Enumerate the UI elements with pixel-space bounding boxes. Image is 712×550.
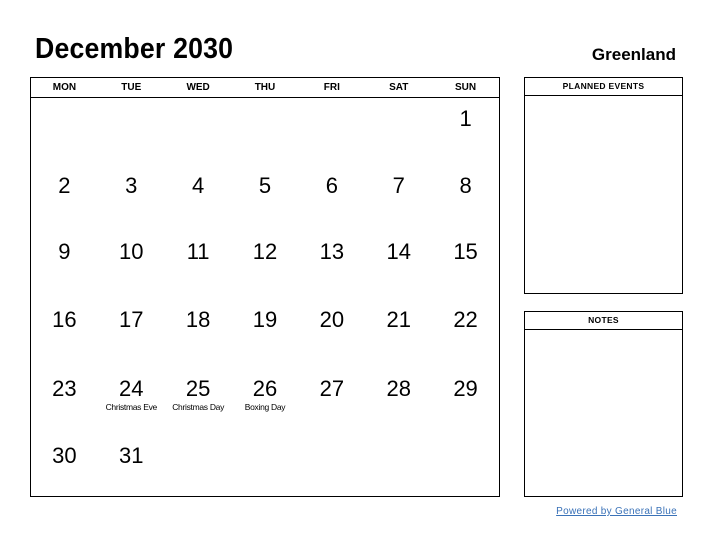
day-cell [298,165,365,231]
calendar-grid [30,77,500,497]
day-cell [98,231,165,299]
day-cell [98,435,165,496]
day-cell [165,165,232,231]
day-cell [165,299,232,368]
empty-day-cell [298,435,365,496]
day-cell [31,368,98,435]
day-cell [31,299,98,368]
day-cell [232,231,299,299]
day-cell [98,299,165,368]
day-number: 24 [119,376,144,401]
day-cell [365,231,432,299]
day-number: 16 [52,307,77,332]
holiday-label: Christmas Day [172,402,225,412]
empty-day-cell [98,98,165,165]
day-cell [31,231,98,299]
day-number: 12 [252,239,278,264]
holiday-label: Boxing Day [244,402,286,412]
day-number: 1 [459,106,472,131]
day-number: 3 [125,173,138,198]
empty-day-cell [165,98,232,165]
day-number: 22 [453,307,478,332]
planned-events-panel [524,77,683,294]
empty-day-cell [365,98,432,165]
day-number: 27 [319,376,345,401]
weekday-header: FRI [323,82,340,93]
day-cell [432,98,499,165]
day-cell [365,165,432,231]
day-number: 25 [185,376,211,401]
weekday-header: THU [254,82,276,93]
day-cell [98,165,165,231]
empty-day-cell [232,98,299,165]
day-number: 28 [386,376,411,401]
day-number: 5 [258,173,272,198]
weekday-header-row [31,78,499,98]
day-number: 10 [119,239,144,264]
day-cell [365,368,432,435]
day-number: 6 [325,173,338,198]
day-cell [432,231,499,299]
region-label: Greenland [591,45,676,64]
day-number: 4 [192,173,205,198]
weekday-header: SAT [389,82,409,93]
day-cell [298,231,365,299]
day-number: 13 [319,239,345,264]
month-title: December 2030 [35,33,234,65]
day-number: 26 [252,376,278,401]
day-cell [432,299,499,368]
day-cell [31,165,98,231]
weekday-header: MON [52,82,77,93]
day-number: 2 [58,173,71,198]
day-number: 19 [252,307,278,332]
powered-by-link[interactable]: Powered by General Blue [556,506,677,517]
day-number: 14 [386,239,411,264]
day-number: 9 [58,239,71,264]
day-number: 29 [453,376,478,401]
day-cell [232,368,299,435]
day-number: 23 [52,376,77,401]
day-number: 31 [119,443,144,468]
empty-day-cell [165,435,232,496]
day-number: 20 [319,307,345,332]
holiday-label: Christmas Eve [105,402,157,412]
day-number: 8 [459,173,472,198]
empty-day-cell [232,435,299,496]
day-number: 18 [185,307,211,332]
day-number: 21 [386,307,411,332]
weekday-header: TUE [121,82,142,93]
day-cell [298,368,365,435]
day-number: 30 [52,443,77,468]
empty-day-cell [365,435,432,496]
day-cell [98,368,165,435]
day-cell [432,165,499,231]
day-cell [165,368,232,435]
day-number: 15 [453,239,478,264]
day-cell [432,368,499,435]
day-number: 11 [186,239,210,264]
day-cell [365,299,432,368]
notes-panel [524,311,683,497]
day-number: 17 [119,307,144,332]
empty-day-cell [31,98,98,165]
notes-header: NOTES [525,312,682,330]
day-number: 7 [392,173,405,198]
day-cell [31,435,98,496]
day-cell [165,231,232,299]
empty-day-cell [432,435,499,496]
day-cell [232,165,299,231]
day-cell [298,299,365,368]
day-cell [232,299,299,368]
empty-day-cell [298,98,365,165]
planned-events-header: PLANNED EVENTS [525,78,682,96]
weekday-header: SUN [455,82,477,93]
calendar-body [31,98,499,496]
weekday-header: WED [186,82,210,93]
